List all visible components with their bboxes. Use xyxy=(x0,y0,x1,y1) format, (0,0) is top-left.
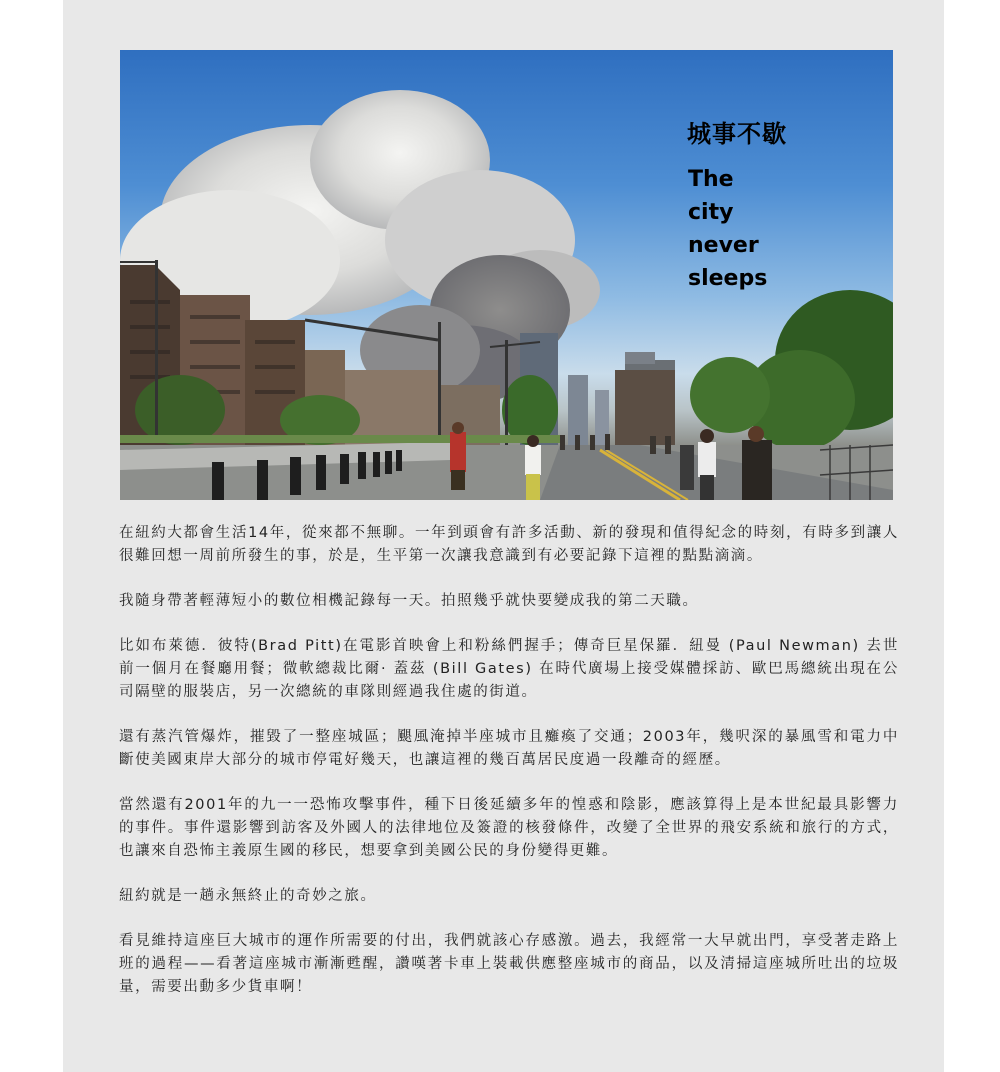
hero-english-subtitle: The city never sleeps xyxy=(688,167,768,291)
article-paragraph: 在紐約大都會生活14年，從來都不無聊。一年到頭會有許多活動、新的發現和值得紀念的時刻，有時多到讓人很難回想一周前所發生的事，於是，生平第一次讓我意識到有必要記錄下這裡的點點滴滴。 xyxy=(119,525,899,564)
article-paragraph: 當然還有2001年的九一一恐怖攻擊事件，種下日後延續多年的惶惑和陰影，應該算得上是本世紀最具影響力的事件。事件還影響到訪客及外國人的法律地位及簽證的核發條件，改變了全世界的飛安系統和旅行的方式，也讓來自恐怖主義原生國的移民，想要拿到美國公民的身份變得更難。 xyxy=(119,797,899,859)
article-paragraph: 紐約就是一趟永無終止的奇妙之旅。 xyxy=(119,888,377,904)
article-paragraph: 比如布萊德．彼特(Brad Pitt)在電影首映會上和粉絲們握手；傳奇巨星保羅．紐曼 (Paul Newman) 去世前一個月在餐廳用餐；微軟總裁比爾· 蓋茲 (Bill Gates) 在時代廣場上接受媒體採訪、歐巴馬總統出現在公司隔壁的服裝店，另一次總統的車隊則經過我住處的街道。 xyxy=(119,638,899,700)
page-background xyxy=(63,0,944,1072)
hero-photo xyxy=(120,50,893,500)
article-paragraph: 看見維持這座巨大城市的運作所需要的付出，我們就該心存感激。過去，我經常一大早就出門，享受著走路上班的過程——看著這座城市漸漸甦醒，讚嘆著卡車上裝載供應整座城市的商品，以及清掃這座城所吐出的垃圾量，需要出動多少貨車啊！ xyxy=(119,933,899,995)
hero-title: 城事不歇 xyxy=(687,120,787,148)
article-body xyxy=(119,522,899,1021)
article-paragraph: 我隨身帶著輕薄短小的數位相機記錄每一天。拍照幾乎就快要變成我的第二天職。 xyxy=(119,593,699,609)
article-paragraph: 還有蒸汽管爆炸，摧毀了一整座城區；颶風淹掉半座城市且癱瘓了交通；2003年，幾呎深的暴風雪和電力中斷使美國東岸大部分的城市停電好幾天，也讓這裡的幾百萬居民度過一段離奇的經歷。 xyxy=(119,729,899,768)
